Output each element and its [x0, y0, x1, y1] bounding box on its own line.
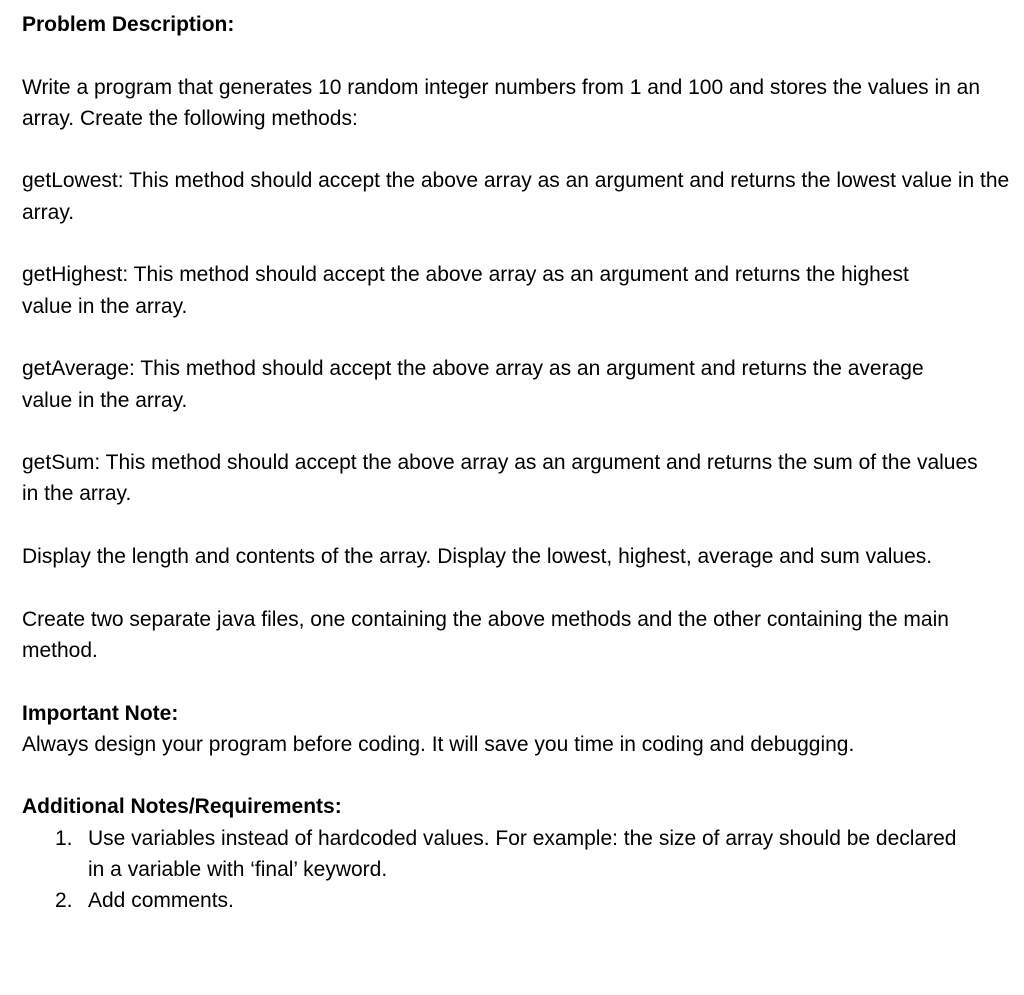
files-paragraph: Create two separate java files, one containing the above methods and the other containing the main method.	[22, 607, 949, 662]
list-item-number: 2.	[55, 889, 73, 913]
important-note-text: Always design your program before coding. It will save you time in coding and debugging.	[22, 732, 855, 756]
problem-description-heading: Problem Description:	[22, 13, 235, 36]
intro-paragraph: Write a program that generates 10 random integer numbers from 1 and 100 and stores the values in an array. Create the following methods:	[22, 75, 980, 130]
list-item-text: Add comments.	[88, 889, 234, 913]
list-item-text: Use variables instead of hardcoded values. For example: the size of array should be declared in a variable with ‘final’ keyword.	[88, 826, 957, 882]
important-note-heading: Important Note:	[22, 701, 179, 725]
list-item	[22, 823, 968, 886]
method-get-average: getAverage: This method should accept the above array as an argument and returns the average value in the array.	[22, 357, 924, 412]
display-paragraph: Display the length and contents of the array. Display the lowest, highest, average and sum values.	[22, 545, 933, 569]
method-get-sum: getSum: This method should accept the above array as an argument and returns the sum of the values in the array.	[22, 451, 978, 506]
method-get-lowest: getLowest: This method should accept the above array as an argument and returns the lowest value in the array.	[22, 169, 1010, 224]
requirements-list	[22, 823, 1017, 917]
list-item	[22, 885, 1017, 916]
method-get-highest: getHighest: This method should accept the above array as an argument and returns the highest value in the array.	[22, 263, 909, 318]
list-item-number: 1.	[55, 826, 73, 850]
document	[22, 9, 1017, 917]
additional-notes-heading: Additional Notes/Requirements:	[22, 795, 342, 819]
